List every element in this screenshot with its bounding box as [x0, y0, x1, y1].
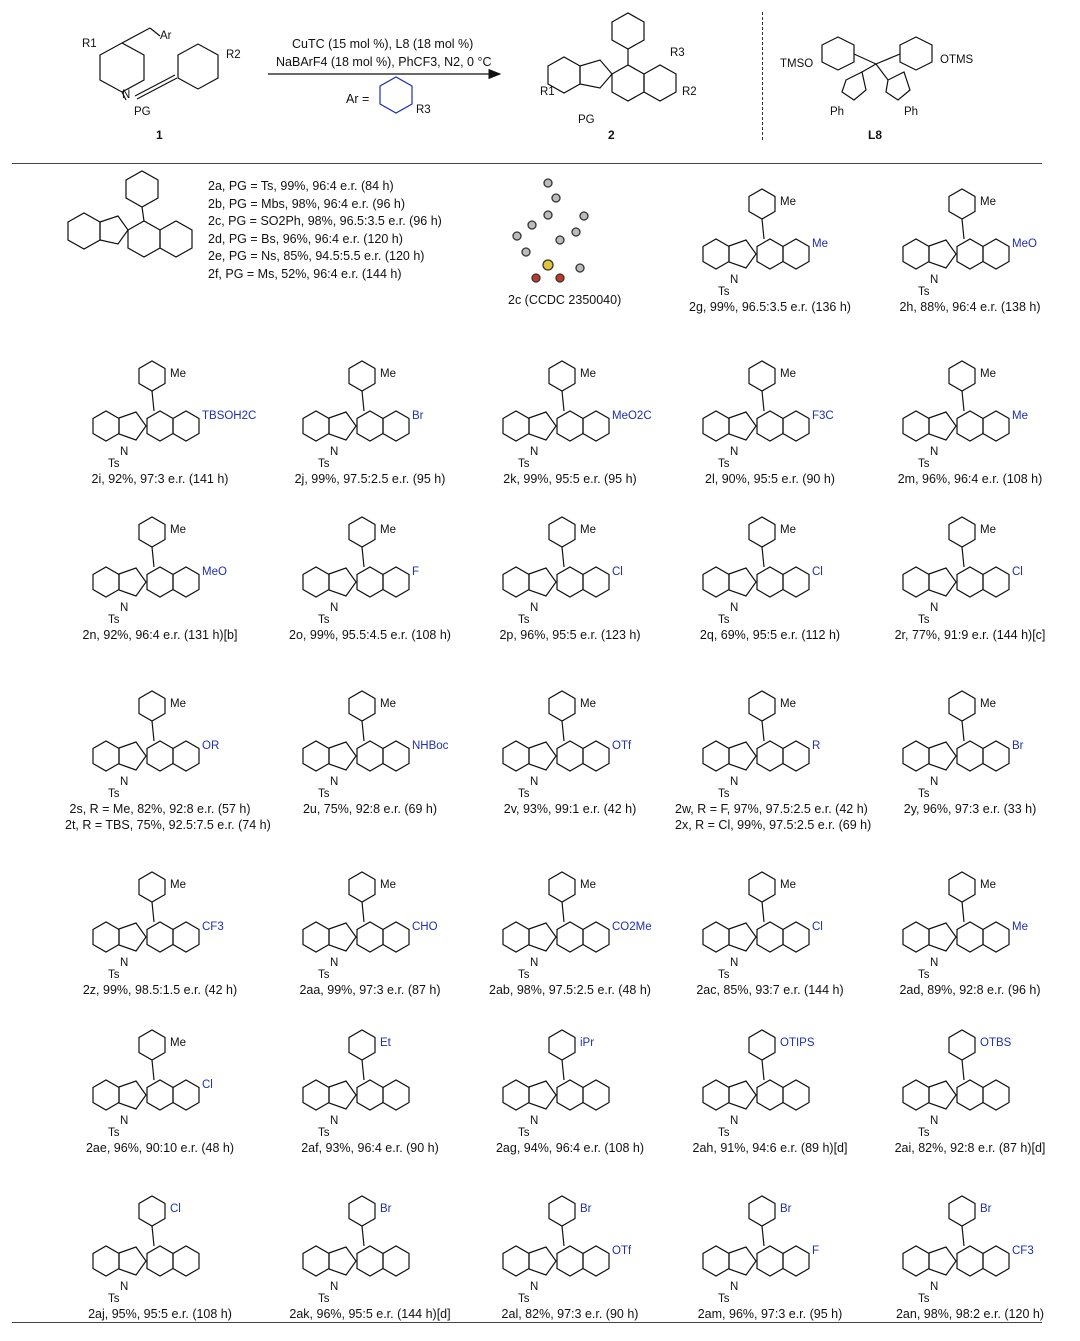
n-atom: N	[530, 1115, 539, 1127]
ts-atom: Ts	[918, 788, 930, 800]
ts-atom: Ts	[918, 286, 930, 298]
compound-label: 2ad, 89%, 92:8 e.r. (96 h)	[899, 983, 1041, 997]
ligand-structure	[822, 37, 932, 100]
n-atom: N	[530, 446, 539, 458]
compound-label: 2ak, 96%, 95:5 e.r. (144 h)[d]	[289, 1307, 451, 1321]
aryl-substituent: OTIPS	[780, 1037, 815, 1049]
ts-atom: Ts	[318, 969, 330, 981]
compound-label: 2u, 75%, 92:8 e.r. (69 h)	[302, 802, 438, 816]
ring-substituent: CO2Me	[612, 921, 652, 933]
aryl-substituent: Br	[380, 1203, 392, 1215]
ts-atom: Ts	[108, 458, 120, 470]
starting-material-label: 1	[156, 128, 163, 142]
ph-atom-right: Ph	[904, 106, 919, 118]
compound-label: 2aj, 95%, 95:5 e.r. (108 h)	[88, 1307, 232, 1321]
ring-substituent: F	[812, 1245, 820, 1257]
aryl-substituent: Et	[380, 1037, 391, 1049]
ring-substituent: F	[412, 566, 420, 578]
me-atom: Me	[380, 524, 396, 536]
r1-atom-product: R1	[540, 86, 555, 98]
compound-label: 2ai, 82%, 92:8 e.r. (87 h)[d]	[894, 1141, 1046, 1155]
ring-substituent: Me	[1012, 410, 1028, 422]
n-atom: N	[930, 274, 939, 286]
n-atom: N	[930, 957, 939, 969]
ring-substituent: OR	[202, 740, 220, 752]
ring-substituent: MeO	[1012, 238, 1037, 250]
me-atom: Me	[980, 368, 996, 380]
compound-label: 2am, 96%, 97:3 e.r. (95 h)	[697, 1307, 843, 1321]
compound-label: 2ag, 94%, 96:4 e.r. (108 h)	[495, 1141, 645, 1155]
product-structure	[548, 13, 676, 101]
r2-atom-product: R2	[682, 86, 697, 98]
me-atom: Me	[170, 368, 186, 380]
n-atom: N	[120, 602, 129, 614]
r3-atom-product: R3	[670, 47, 685, 59]
ar-ring	[380, 77, 412, 113]
me-atom: Me	[580, 698, 596, 710]
ts-atom: Ts	[108, 1127, 120, 1139]
ts-atom: Ts	[918, 458, 930, 470]
ring-substituent: Cl	[202, 1079, 213, 1091]
n-atom: N	[930, 776, 939, 788]
me-atom: Me	[580, 368, 596, 380]
me-atom: Me	[780, 524, 796, 536]
compound-label: 2ah, 91%, 94:6 e.r. (89 h)[d]	[692, 1141, 848, 1155]
n-atom: N	[330, 957, 339, 969]
compound-label: 2an, 98%, 98:2 e.r. (120 h)	[895, 1307, 1045, 1321]
xray-label: 2c (CCDC 2350040)	[508, 293, 622, 307]
compound-label: 2m, 96%, 96:4 e.r. (108 h)	[897, 472, 1043, 486]
ts-atom: Ts	[718, 286, 730, 298]
compound-label: 2j, 99%, 97.5:2.5 e.r. (95 h)	[294, 472, 446, 486]
pg-series-item: 2f, PG = Ms, 52%, 96:4 e.r. (144 h)	[208, 266, 402, 281]
n-atom: N	[730, 1281, 739, 1293]
ts-atom: Ts	[518, 614, 530, 626]
ts-atom: Ts	[318, 614, 330, 626]
product-label: 2	[608, 128, 615, 142]
ts-atom: Ts	[718, 969, 730, 981]
ts-atom: Ts	[518, 1127, 530, 1139]
otms-atom: OTMS	[940, 54, 974, 66]
ts-atom: Ts	[718, 1293, 730, 1305]
compound-label: 2k, 99%, 95:5 e.r. (95 h)	[503, 472, 637, 486]
compound-label: 2l, 90%, 95:5 e.r. (90 h)	[705, 472, 835, 486]
ts-atom: Ts	[718, 1127, 730, 1139]
me-atom: Me	[380, 698, 396, 710]
ring-substituent: TBSOH2C	[202, 410, 257, 422]
n-atom: N	[330, 1115, 339, 1127]
ts-atom: Ts	[918, 614, 930, 626]
condition-line-2: NaBArF4 (18 mol %), PhCF3, N2, 0 °C	[276, 55, 492, 69]
n-atom: N	[120, 776, 129, 788]
pg-atom-product: PG	[578, 114, 595, 126]
ring-substituent: OTf	[612, 1245, 632, 1257]
compound-label: 2p, 96%, 95:5 e.r. (123 h)	[499, 628, 641, 642]
compound-label: 2h, 88%, 96:4 e.r. (138 h)	[899, 300, 1041, 314]
ring-substituent: Me	[812, 238, 828, 250]
me-atom: Me	[780, 196, 796, 208]
compound-label: 2q, 69%, 95:5 e.r. (112 h)	[699, 628, 841, 642]
ts-atom: Ts	[718, 788, 730, 800]
me-atom: Me	[580, 879, 596, 891]
ts-atom: Ts	[518, 458, 530, 470]
aryl-substituent: Br	[780, 1203, 792, 1215]
compound-label: 2af, 93%, 96:4 e.r. (90 h)	[301, 1141, 439, 1155]
compound-label: 2t, R = TBS, 75%, 92.5:7.5 e.r. (74 h)	[65, 818, 271, 832]
pg-series-item: 2c, PG = SO2Ph, 98%, 96.5:3.5 e.r. (96 h)	[208, 214, 442, 228]
compound-label: 2ac, 85%, 93:7 e.r. (144 h)	[696, 983, 844, 997]
n-atom: N	[530, 602, 539, 614]
ring-substituent: Cl	[612, 566, 623, 578]
n-atom: N	[730, 446, 739, 458]
compound-label: 2y, 96%, 97:3 e.r. (33 h)	[903, 802, 1037, 816]
aryl-substituent: Br	[580, 1203, 592, 1215]
n-atom: N	[330, 776, 339, 788]
ts-atom: Ts	[518, 1293, 530, 1305]
compound-label: 2ae, 96%, 90:10 e.r. (48 h)	[85, 1141, 235, 1155]
me-atom: Me	[980, 196, 996, 208]
compound-2am-structure	[703, 1196, 809, 1276]
ts-atom: Ts	[318, 1293, 330, 1305]
n-atom: N	[930, 1281, 939, 1293]
me-atom: Me	[170, 1037, 186, 1049]
ts-atom: Ts	[318, 788, 330, 800]
compound-label: 2w, R = F, 97%, 97.5:2.5 e.r. (42 h)	[675, 802, 868, 816]
pg-series-item: 2e, PG = Ns, 85%, 94.5:5.5 e.r. (120 h)	[208, 249, 425, 263]
n-atom: N	[120, 446, 129, 458]
me-atom: Me	[170, 524, 186, 536]
ts-atom: Ts	[108, 969, 120, 981]
ring-substituent: Cl	[812, 566, 823, 578]
ring-substituent: CHO	[412, 921, 438, 933]
compound-2al-structure	[503, 1196, 609, 1276]
ring-substituent: MeO	[202, 566, 227, 578]
ar-definition: Ar =	[346, 92, 370, 106]
aryl-substituent: iPr	[580, 1037, 595, 1049]
n-atom: N	[122, 89, 131, 101]
n-atom: N	[530, 957, 539, 969]
ring-substituent: Me	[1012, 921, 1028, 933]
ring-substituent: CF3	[202, 921, 224, 933]
n-atom: N	[930, 446, 939, 458]
ts-atom: Ts	[318, 1127, 330, 1139]
me-atom: Me	[980, 698, 996, 710]
compound-2ak-structure	[303, 1196, 409, 1276]
n-atom: N	[930, 1115, 939, 1127]
ring-substituent: F3C	[812, 410, 834, 422]
ts-atom: Ts	[718, 458, 730, 470]
condition-line-1: CuTC (15 mol %), L8 (18 mol %)	[292, 37, 474, 51]
me-atom: Me	[580, 524, 596, 536]
tmso-atom: TMSO	[780, 58, 814, 70]
compound-label: 2aa, 99%, 97:3 e.r. (87 h)	[299, 983, 441, 997]
r1-atom: R1	[82, 38, 97, 50]
compound-label: 2v, 93%, 99:1 e.r. (42 h)	[503, 802, 637, 816]
ligand-label: L8	[868, 128, 883, 142]
me-atom: Me	[380, 879, 396, 891]
compound-label: 2i, 92%, 97:3 e.r. (141 h)	[91, 472, 229, 486]
compound-label: 2g, 99%, 96.5:3.5 e.r. (136 h)	[689, 300, 851, 314]
compound-2an-structure	[903, 1196, 1009, 1276]
compound-2aj-structure	[93, 1196, 199, 1276]
compound-label: 2o, 99%, 95.5:4.5 e.r. (108 h)	[289, 628, 451, 642]
n-atom: N	[930, 602, 939, 614]
aryl-substituent: OTBS	[980, 1037, 1012, 1049]
me-atom: Me	[780, 879, 796, 891]
aryl-substituent: Cl	[170, 1203, 181, 1215]
compound-2a-structure	[68, 171, 192, 257]
r3-atom-ar: R3	[416, 104, 431, 116]
pg-series-item: 2b, PG = Mbs, 98%, 96:4 e.r. (96 h)	[208, 196, 405, 211]
ring-substituent: MeO2C	[612, 410, 652, 422]
n-atom: N	[120, 1281, 129, 1293]
ring-substituent: R	[812, 740, 821, 752]
ts-atom: Ts	[718, 614, 730, 626]
me-atom: Me	[170, 698, 186, 710]
ts-atom: Ts	[318, 458, 330, 470]
ph-atom-left: Ph	[830, 106, 845, 118]
compound-2af-structure	[303, 1030, 409, 1110]
pg-series-item: 2a, PG = Ts, 99%, 96:4 e.r. (84 h)	[208, 179, 394, 193]
compound-label: 2x, R = Cl, 99%, 97.5:2.5 e.r. (69 h)	[675, 818, 872, 832]
ring-substituent: Br	[412, 410, 424, 422]
n-atom: N	[530, 776, 539, 788]
n-atom: N	[730, 957, 739, 969]
ring-substituent: NHBoc	[412, 740, 449, 752]
compound-label: 2s, R = Me, 82%, 92:8 e.r. (57 h)	[69, 802, 251, 816]
n-atom: N	[730, 602, 739, 614]
ar-atom: Ar	[160, 30, 172, 42]
ts-atom: Ts	[518, 969, 530, 981]
ring-substituent: Br	[1012, 740, 1024, 752]
ts-atom: Ts	[918, 1127, 930, 1139]
me-atom: Me	[780, 368, 796, 380]
compound-label: 2z, 99%, 98.5:1.5 e.r. (42 h)	[82, 983, 238, 997]
ts-atom: Ts	[918, 1293, 930, 1305]
n-atom: N	[330, 602, 339, 614]
aryl-substituent: Br	[980, 1203, 992, 1215]
n-atom: N	[730, 1115, 739, 1127]
ring-substituent: Cl	[812, 921, 823, 933]
compound-label: 2al, 82%, 97:3 e.r. (90 h)	[501, 1307, 639, 1321]
pg-atom: PG	[134, 106, 151, 118]
ring-substituent: CF3	[1012, 1245, 1034, 1257]
n-atom: N	[120, 1115, 129, 1127]
pg-series-item: 2d, PG = Bs, 96%, 96:4 e.r. (120 h)	[208, 231, 403, 246]
ring-substituent: Cl	[1012, 566, 1023, 578]
r2-atom: R2	[226, 49, 241, 61]
compound-label: 2ab, 98%, 97.5:2.5 e.r. (48 h)	[489, 983, 651, 997]
compound-label: 2r, 77%, 91:9 e.r. (144 h)[c]	[894, 628, 1046, 642]
n-atom: N	[530, 1281, 539, 1293]
me-atom: Me	[780, 698, 796, 710]
n-atom: N	[330, 1281, 339, 1293]
n-atom: N	[330, 446, 339, 458]
n-atom: N	[730, 776, 739, 788]
n-atom: N	[120, 957, 129, 969]
n-atom: N	[730, 274, 739, 286]
starting-material-structure	[100, 28, 218, 100]
ts-atom: Ts	[918, 969, 930, 981]
ring-substituent: OTf	[612, 740, 632, 752]
ts-atom: Ts	[518, 788, 530, 800]
xray-structure	[513, 179, 588, 282]
compound-label: 2n, 92%, 96:4 e.r. (131 h)[b]	[82, 628, 238, 642]
ts-atom: Ts	[108, 614, 120, 626]
ts-atom: Ts	[108, 1293, 120, 1305]
me-atom: Me	[980, 879, 996, 891]
me-atom: Me	[980, 524, 996, 536]
me-atom: Me	[170, 879, 186, 891]
ts-atom: Ts	[108, 788, 120, 800]
me-atom: Me	[380, 368, 396, 380]
